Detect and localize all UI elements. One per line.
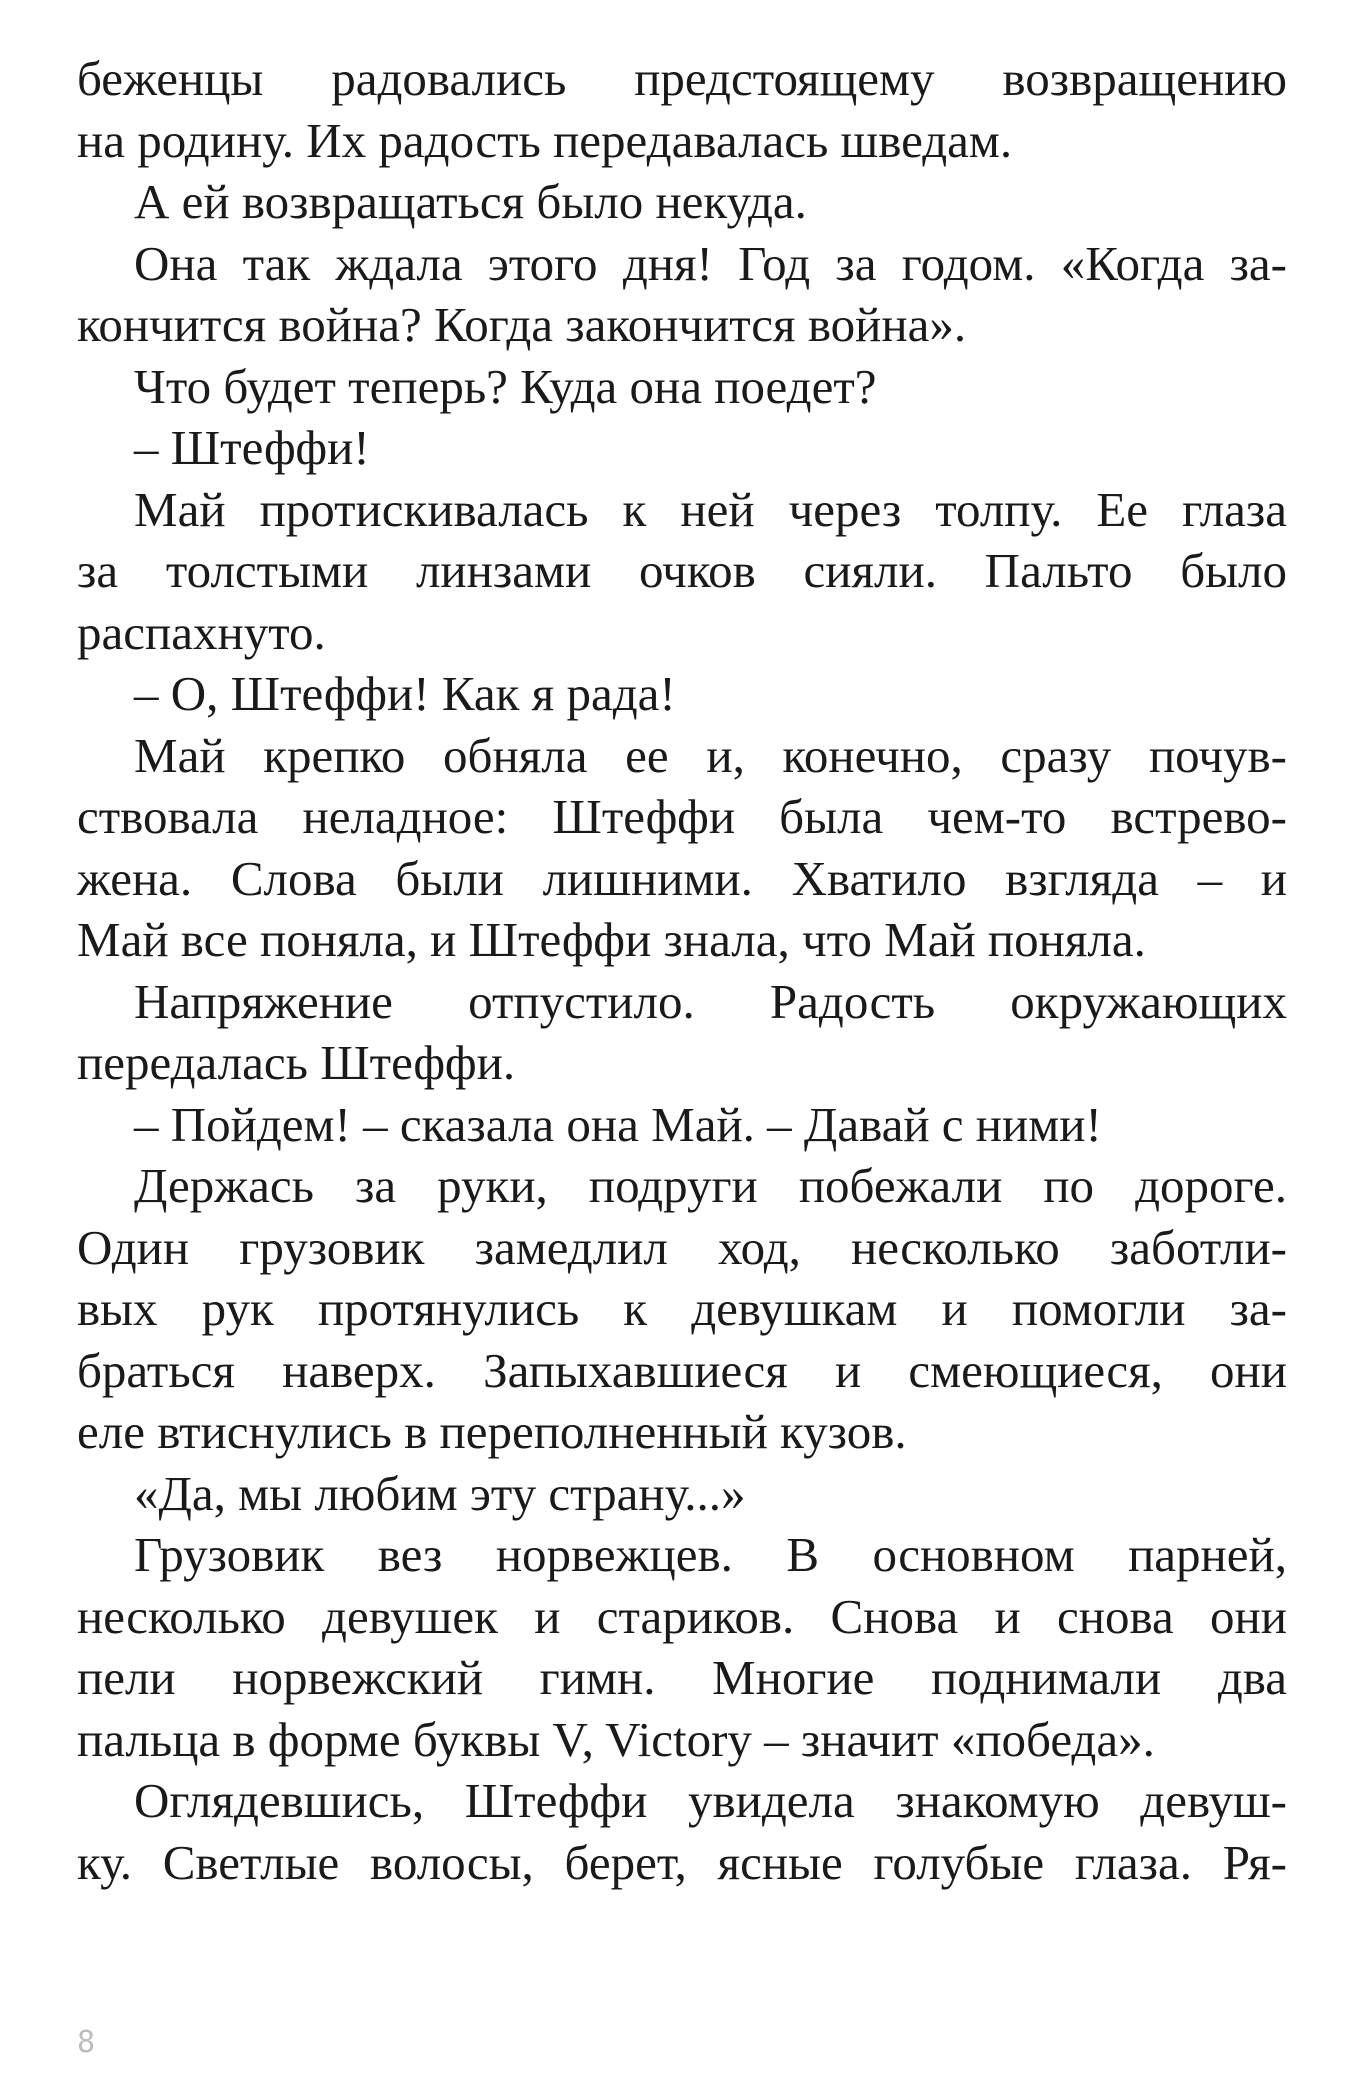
page-text <box>77 48 1287 1893</box>
text-line: беженцы радовались предстоящему возвращению <box>77 51 1287 106</box>
text-line: передалась Штеффи. <box>77 1035 516 1090</box>
text-line: А ей возвращаться было некуда. <box>134 174 807 229</box>
text-line: Оглядевшись, Штеффи увидела знакомую девуш- <box>134 1773 1287 1828</box>
text-line: Напряжение отпустило. Радость окружающих <box>134 973 1287 1029</box>
text-line: жена. Слова были лишними. Хватило взгляда – и <box>77 850 1287 906</box>
text-line: «Да, мы любим эту страну...» <box>134 1465 746 1521</box>
text-line: еле втиснулись в переполненный кузов. <box>77 1404 907 1459</box>
text-line: за толстыми линзами очков сияли. Пальто было <box>77 543 1287 598</box>
text-line: пальца в форме буквы V, Victory – значит «победа». <box>77 1711 1155 1767</box>
text-line: Май протискивалась к ней через толпу. Ее глаза <box>134 481 1287 537</box>
text-line: ку. Светлые волосы, берет, ясные голубые глаза. Ря- <box>77 1834 1287 1890</box>
text-line: Май крепко обняла ее и, конечно, сразу почув- <box>134 727 1287 783</box>
text-line: Май все поняла, и Штеффи знала, что Май поняла. <box>77 912 1146 967</box>
text-line: на родину. Их радость передавалась шведам. <box>77 112 1013 168</box>
text-line: браться наверх. Запыхавшиеся и смеющиеся, они <box>77 1342 1287 1398</box>
text-line: несколько девушек и стариков. Снова и снова они <box>77 1588 1287 1644</box>
text-line: Она так ждала этого дня! Год за годом. «Когда за- <box>134 235 1287 291</box>
text-line: кончится война? Когда закончится война». <box>77 297 967 352</box>
text-line: Один грузовик замедлил ход, несколько заботли- <box>77 1219 1287 1275</box>
text-line: Что будет теперь? Куда она поедет? <box>134 358 877 414</box>
text-line: – О, Штеффи! Как я рада! <box>134 666 676 721</box>
text-line: Грузовик вез норвежцев. В основном парней, <box>134 1527 1287 1582</box>
page-number: 8 <box>77 2025 96 2060</box>
text-line: – Штеффи! <box>134 420 370 475</box>
text-line: распахнуто. <box>77 604 326 660</box>
text-line: вых рук протянулись к девушкам и помогли за- <box>77 1281 1287 1336</box>
text-line: пели норвежский гимн. Многие поднимали два <box>77 1650 1287 1705</box>
text-line: Держась за руки, подруги побежали по дороге. <box>134 1158 1287 1213</box>
text-line: – Пойдем! – сказала она Май. – Давай с ними! <box>134 1096 1102 1152</box>
text-line: ствовала неладное: Штеффи была чем-то встрево- <box>77 789 1287 844</box>
